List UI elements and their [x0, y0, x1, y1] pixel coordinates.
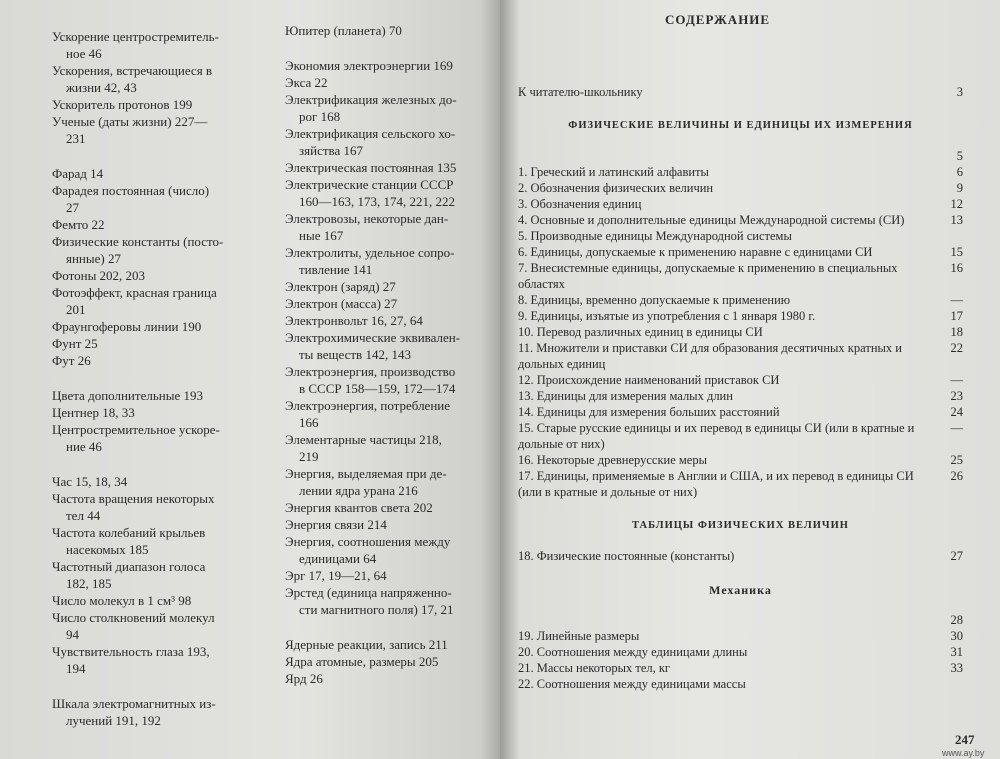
- toc-item: [518, 612, 963, 628]
- toc-page: 6: [956, 165, 963, 179]
- toc-page: 17: [950, 309, 963, 323]
- toc-text: 10. Перевод различных единиц в единицы СИ: [518, 325, 763, 339]
- index-entry: [285, 584, 495, 618]
- index-entry-continuation: жизни 42, 43: [66, 80, 137, 95]
- index-entry: [285, 533, 495, 567]
- index-entry: [52, 421, 262, 455]
- index-entry-line: Чувствительность глаза 193,: [52, 644, 210, 659]
- index-entry: [285, 397, 495, 431]
- index-entry-line: Электроэнергия, производство: [285, 364, 456, 379]
- index-entry-line: Ускоритель протонов 199: [52, 97, 193, 112]
- toc-text: 6. Единицы, допускаемые к применению наравне с единицами СИ: [518, 245, 873, 259]
- index-entry-line: Фарадея постоянная (число): [52, 183, 210, 198]
- index-entry: [52, 387, 262, 404]
- page-number: 247: [955, 732, 975, 747]
- index-entry-line: Энергия квантов света 202: [285, 500, 433, 515]
- toc-item: [518, 324, 963, 340]
- toc-page: 9: [956, 181, 963, 195]
- index-entry: [52, 609, 262, 643]
- index-entry-continuation: тивление 141: [299, 262, 373, 277]
- index-entry-continuation: 182, 185: [66, 576, 112, 591]
- index-entry-line: Электрификация сельского хо-: [285, 126, 456, 141]
- index-entry-continuation: 194: [66, 661, 86, 676]
- index-entry: [285, 312, 495, 329]
- toc-page: —: [950, 373, 963, 387]
- index-entry-line: Фут 26: [52, 353, 91, 368]
- toc-text: 15. Старые русские единицы и их перевод в единицы СИ (или в кратные и дольные от них): [518, 421, 915, 451]
- watermark: www.ay.by: [942, 748, 985, 758]
- index-entry-line: Шкала электромагнитных из-: [52, 696, 216, 711]
- index-entry-line: Число столкновений молекул: [52, 610, 215, 625]
- index-entry: [285, 499, 495, 516]
- index-entry: [285, 244, 495, 278]
- toc-item: [518, 452, 963, 468]
- index-entry: [285, 159, 495, 176]
- index-gap: [52, 677, 262, 695]
- index-entry: [52, 558, 262, 592]
- toc-text: 2. Обозначения физических величин: [518, 181, 714, 195]
- index-entry-line: Энергия, выделяемая при де-: [285, 466, 447, 481]
- toc-intro: [518, 84, 963, 100]
- toc-text: 5. Производные единицы Международной системы: [518, 229, 792, 243]
- index-entry: [285, 74, 495, 91]
- index-gap: [285, 39, 495, 57]
- index-entry: [285, 363, 495, 397]
- index-entry-line: Электрон (масса) 27: [285, 296, 398, 311]
- index-entry: [52, 113, 262, 147]
- index-entry-continuation: рог 168: [299, 109, 341, 124]
- index-entry-line: Электровозы, некоторые дан-: [285, 211, 449, 226]
- index-entry: [285, 636, 495, 653]
- index-entry: [52, 473, 262, 490]
- toc-text: 16. Некоторые древнерусские меры: [518, 453, 707, 467]
- index-entry-continuation: ние 46: [66, 439, 102, 454]
- index-entry-continuation: янные) 27: [66, 251, 121, 266]
- index-column-1: [52, 28, 262, 729]
- index-entry-line: Экономия электроэнергии 169: [285, 58, 453, 73]
- toc-text: 18. Физические постоянные (константы): [518, 549, 735, 563]
- toc-text: 3. Обозначения единиц: [518, 197, 642, 211]
- index-entry: [52, 165, 262, 182]
- toc-item: [518, 180, 963, 196]
- contents-title: СОДЕРЖАНИЕ: [665, 12, 771, 27]
- index-gap: [52, 147, 262, 165]
- toc-page: 15: [950, 245, 963, 259]
- toc-page: 27: [950, 549, 963, 563]
- index-entry-line: Электроэнергия, потребление: [285, 398, 451, 413]
- index-entry: [52, 267, 262, 284]
- toc-page: 5: [956, 149, 963, 163]
- index-entry-line: Электрификация железных до-: [285, 92, 457, 107]
- toc-page: 22: [950, 341, 963, 355]
- index-entry: [52, 643, 262, 677]
- index-entry-line: Частотный диапазон голоса: [52, 559, 206, 574]
- toc-item: [518, 308, 963, 324]
- toc-item: [518, 468, 963, 500]
- index-entry-line: Энергия, соотношения между: [285, 534, 451, 549]
- toc-page: 28: [950, 613, 963, 627]
- index-entry-continuation: 94: [66, 627, 79, 642]
- index-entry: [52, 182, 262, 216]
- index-entry-line: Ярд 26: [285, 671, 323, 686]
- index-entry: [285, 295, 495, 312]
- index-entry-line: Ядра атомные, размеры 205: [285, 654, 439, 669]
- index-entry-line: Фемто 22: [52, 217, 105, 232]
- index-entry-line: Число молекул в 1 см³ 98: [52, 593, 192, 608]
- index-entry-line: Центростремительное ускоре-: [52, 422, 220, 437]
- index-entry-line: Ядерные реакции, запись 211: [285, 637, 448, 652]
- index-entry: [285, 653, 495, 670]
- index-entry: [52, 62, 262, 96]
- toc-page: 3: [956, 85, 963, 99]
- toc-text: 9. Единицы, изъятые из употребления с 1 января 1980 г.: [518, 309, 816, 323]
- index-entry-line: Фунт 25: [52, 336, 98, 351]
- index-entry: [52, 233, 262, 267]
- toc-list-3: [518, 612, 963, 692]
- index-entry-line: Ускорения, встречающиеся в: [52, 63, 213, 78]
- index-entry-line: Электрические станции СССР: [285, 177, 454, 192]
- toc-page: 25: [950, 453, 963, 467]
- toc-item: [518, 228, 963, 244]
- table-of-contents: [518, 84, 963, 692]
- toc-item: [518, 292, 963, 308]
- index-entry-continuation: 219: [299, 449, 319, 464]
- toc-text: 22. Соотношения между единицами массы: [518, 677, 746, 691]
- toc-list-1: [518, 148, 963, 500]
- index-gap: [285, 618, 495, 636]
- toc-page: 30: [950, 629, 963, 643]
- index-entry-line: Фотоны 202, 203: [52, 268, 146, 283]
- index-entry-line: Фраунгоферовы линии 190: [52, 319, 202, 334]
- index-entry-continuation: лении ядра урана 216: [299, 483, 418, 498]
- toc-text: К читателю-школьнику: [518, 85, 643, 99]
- index-entry-line: Цвета дополнительные 193: [52, 388, 203, 403]
- index-entry-continuation: в СССР 158—159, 172—174: [299, 381, 456, 396]
- index-entry-line: Частота вращения некоторых: [52, 491, 215, 506]
- index-entry-line: Юпитер (планета) 70: [285, 23, 402, 38]
- toc-page: 24: [950, 405, 963, 419]
- toc-text: 11. Множители и приставки СИ для образования десятичных кратных и дольных единиц: [518, 341, 902, 371]
- toc-item: [518, 404, 963, 420]
- toc-page: 12: [950, 197, 963, 211]
- index-entry-line: Фарад 14: [52, 166, 104, 181]
- index-entry: [52, 335, 262, 352]
- index-entry: [285, 176, 495, 210]
- index-entry: [52, 695, 262, 729]
- index-entry: [285, 22, 495, 39]
- toc-item: [518, 676, 963, 692]
- index-entry: [285, 516, 495, 533]
- toc-item: [518, 420, 963, 452]
- index-entry-line: Электрохимические эквивален-: [285, 330, 461, 345]
- index-entry-continuation: 166: [299, 415, 319, 430]
- toc-item: [518, 164, 963, 180]
- toc-text: 7. Внесистемные единицы, допускаемые к применению в специальных областях: [518, 261, 898, 291]
- index-entry-continuation: лучений 191, 192: [66, 713, 161, 728]
- toc-text: 20. Соотношения между единицами длины: [518, 645, 748, 659]
- index-entry-line: Электронвольт 16, 27, 64: [285, 313, 423, 328]
- section-heading-3: Механика: [709, 583, 772, 597]
- toc-item: [518, 212, 963, 228]
- toc-page: 31: [950, 645, 963, 659]
- index-entry: [285, 670, 495, 687]
- index-entry-line: Час 15, 18, 34: [52, 474, 128, 489]
- index-entry-line: Экса 22: [285, 75, 328, 90]
- index-entry-line: Эрстед (единица напряженно-: [285, 585, 452, 600]
- toc-page: 23: [950, 389, 963, 403]
- index-entry-continuation: ты веществ 142, 143: [299, 347, 411, 362]
- index-entry: [52, 490, 262, 524]
- index-entry-continuation: ные 167: [299, 228, 344, 243]
- index-entry: [285, 329, 495, 363]
- toc-page: 26: [950, 469, 963, 483]
- index-entry: [285, 125, 495, 159]
- index-entry: [52, 404, 262, 421]
- index-entry-line: Ускорение центростремитель-: [52, 29, 219, 44]
- index-entry: [52, 318, 262, 335]
- toc-text: 19. Линейные размеры: [518, 629, 640, 643]
- index-column-2: [285, 22, 495, 687]
- toc-page: —: [950, 293, 963, 307]
- section-heading-2: ТАБЛИЦЫ ФИЗИЧЕСКИХ ВЕЛИЧИН: [632, 520, 849, 531]
- index-entry-continuation: 201: [66, 302, 86, 317]
- toc-item: [518, 644, 963, 660]
- index-entry-continuation: насекомых 185: [66, 542, 149, 557]
- index-entry: [285, 91, 495, 125]
- index-entry-continuation: единицами 64: [299, 551, 377, 566]
- toc-page: 16: [950, 261, 963, 275]
- index-entry-line: Энергия связи 214: [285, 517, 387, 532]
- index-entry-line: Электрическая постоянная 135: [285, 160, 457, 175]
- index-entry-line: Фотоэффект, красная граница: [52, 285, 217, 300]
- toc-text: 12. Происхождение наименований приставок СИ: [518, 373, 780, 387]
- index-entry-line: Электрон (заряд) 27: [285, 279, 396, 294]
- index-entry-line: Эрг 17, 19—21, 64: [285, 568, 387, 583]
- index-entry: [52, 352, 262, 369]
- toc-text: 21. Массы некоторых тел, кг: [518, 661, 671, 675]
- toc-text: 13. Единицы для измерения малых длин: [518, 389, 733, 403]
- toc-text: 4. Основные и дополнительные единицы Международной системы (СИ): [518, 213, 905, 227]
- index-entry: [285, 465, 495, 499]
- index-gap: [52, 455, 262, 473]
- index-entry-line: Ученые (даты жизни) 227—: [52, 114, 208, 129]
- toc-text: 14. Единицы для измерения больших расстояний: [518, 405, 780, 419]
- toc-item: [518, 260, 963, 292]
- toc-item: [518, 148, 963, 164]
- toc-page: 33: [950, 661, 963, 675]
- index-entry-continuation: ное 46: [66, 46, 102, 61]
- index-entry: [52, 524, 262, 558]
- toc-text: 17. Единицы, применяемые в Англии и США, и их перевод в единицы СИ (или в кратные и дольные от них): [518, 469, 914, 499]
- index-entry: [52, 96, 262, 113]
- toc-item: [518, 548, 963, 564]
- index-entry: [52, 284, 262, 318]
- index-gap: [52, 369, 262, 387]
- index-entry: [285, 210, 495, 244]
- toc-item: [518, 628, 963, 644]
- index-entry-continuation: сти магнитного поля) 17, 21: [299, 602, 454, 617]
- index-entry-continuation: 160—163, 173, 174, 221, 222: [299, 194, 455, 209]
- toc-page: 18: [950, 325, 963, 339]
- index-entry: [52, 28, 262, 62]
- index-entry-line: Частота колебаний крыльев: [52, 525, 206, 540]
- index-entry-line: Центнер 18, 33: [52, 405, 135, 420]
- index-entry: [285, 278, 495, 295]
- toc-item: [518, 388, 963, 404]
- index-entry-line: Элементарные частицы 218,: [285, 432, 442, 447]
- toc-item: [518, 340, 963, 372]
- index-entry-continuation: 231: [66, 131, 86, 146]
- section-heading-1: ФИЗИЧЕСКИЕ ВЕЛИЧИНЫ И ЕДИНИЦЫ ИХ ИЗМЕРЕНИЯ: [568, 120, 913, 131]
- index-entry: [285, 57, 495, 74]
- toc-item: [518, 660, 963, 676]
- index-entry-continuation: зяйства 167: [299, 143, 364, 158]
- toc-item: [518, 244, 963, 260]
- index-entry-line: Физические константы (посто-: [52, 234, 224, 249]
- index-entry: [52, 216, 262, 233]
- toc-text: 8. Единицы, временно допускаемые к применению: [518, 293, 791, 307]
- toc-list-2: [518, 548, 963, 564]
- index-entry-line: Электролиты, удельное сопро-: [285, 245, 455, 260]
- toc-item: [518, 372, 963, 388]
- toc-page: —: [950, 421, 963, 435]
- index-entry: [52, 592, 262, 609]
- toc-item: [518, 196, 963, 212]
- index-entry: [285, 431, 495, 465]
- toc-text: 1. Греческий и латинский алфавиты: [518, 165, 709, 179]
- index-entry: [285, 567, 495, 584]
- index-entry-continuation: 27: [66, 200, 79, 215]
- toc-page: 13: [950, 213, 963, 227]
- index-entry-continuation: тел 44: [66, 508, 101, 523]
